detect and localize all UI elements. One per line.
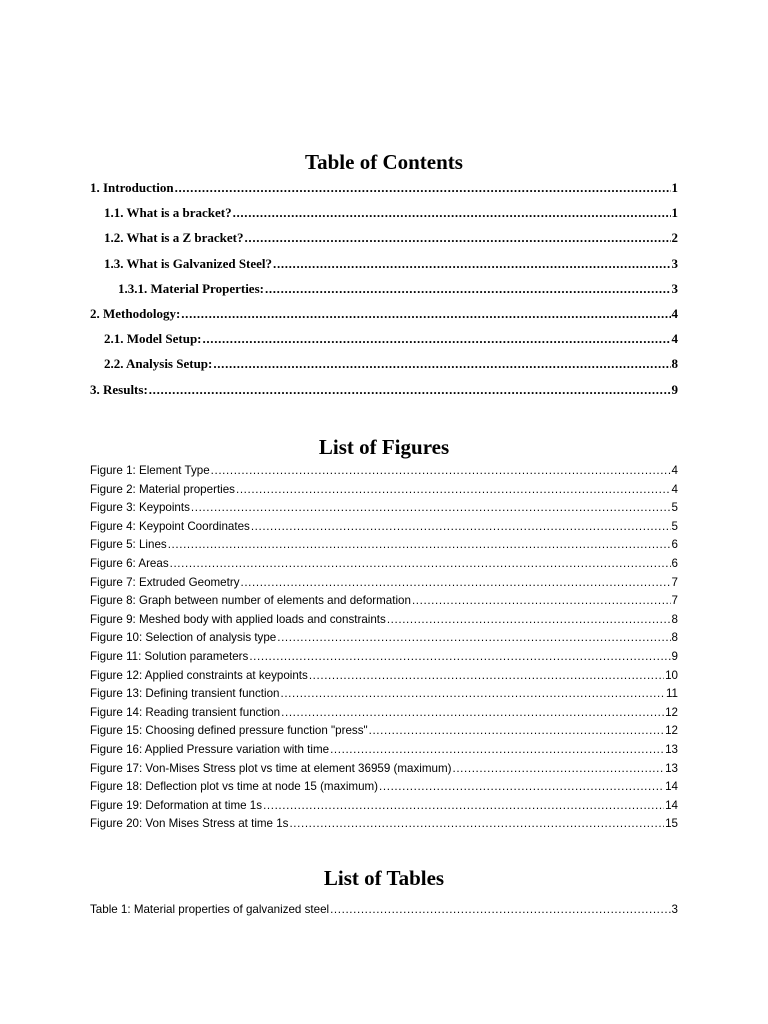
- figure-entry[interactable]: Figure 12: Applied constraints at keypoints . . . 10: [90, 667, 678, 686]
- figure-entry[interactable]: Figure 10: Selection of analysis type . . . 8: [90, 629, 678, 648]
- toc-entry[interactable]: 2. Methodology: . . . 4: [90, 301, 678, 326]
- figures-title: List of Figures: [318, 435, 450, 459]
- toc-entry[interactable]: 2.1. Model Setup: . . . 4: [90, 326, 678, 351]
- toc-list: [90, 175, 678, 402]
- table-entry[interactable]: Table 1: Material properties of galvanized steel . . . 3: [90, 901, 678, 920]
- figure-entry[interactable]: Figure 18: Deflection plot vs time at node 15 (maximum) . . . 14: [90, 778, 678, 797]
- figure-entry[interactable]: Figure 19: Deformation at time 1s . . . 14: [90, 797, 678, 816]
- tables-list: [90, 901, 678, 920]
- figure-entry[interactable]: Figure 20: Von Mises Stress at time 1s . . . 15: [90, 815, 678, 834]
- toc-entry[interactable]: 1. Introduction . . . 1: [90, 175, 678, 200]
- toc-entry[interactable]: 1.3. What is Galvanized Steel? . . . 3: [90, 251, 678, 276]
- figure-entry[interactable]: Figure 8: Graph between number of elements and deformation . . . 7: [90, 592, 678, 611]
- toc-entry[interactable]: 2.2. Analysis Setup: . . . 8: [90, 351, 678, 376]
- figure-entry[interactable]: Figure 1: Element Type . . . 4: [90, 462, 678, 481]
- tables-title: List of Tables: [323, 866, 445, 890]
- figure-entry[interactable]: Figure 7: Extruded Geometry . . . 7: [90, 574, 678, 593]
- figure-entry[interactable]: Figure 5: Lines . . . 6: [90, 536, 678, 555]
- figure-entry[interactable]: Figure 14: Reading transient function . . . 12: [90, 704, 678, 723]
- toc-title: Table of Contents: [305, 150, 463, 174]
- figure-entry[interactable]: Figure 13: Defining transient function . . . 11: [90, 685, 678, 704]
- figure-entry[interactable]: Figure 3: Keypoints . . . 5: [90, 499, 678, 518]
- figure-entry[interactable]: Figure 6: Areas . . . 6: [90, 555, 678, 574]
- toc-entry[interactable]: 1.1. What is a bracket? . . . 1: [90, 200, 678, 225]
- toc-entry[interactable]: 1.3.1. Material Properties: . . . 3: [90, 276, 678, 301]
- toc-entry[interactable]: 3. Results: . . . 9: [90, 377, 678, 402]
- figure-entry[interactable]: Figure 9: Meshed body with applied loads and constraints . . . 8: [90, 611, 678, 630]
- figure-entry[interactable]: Figure 4: Keypoint Coordinates . . . 5: [90, 518, 678, 537]
- figure-entry[interactable]: Figure 11: Solution parameters . . . 9: [90, 648, 678, 667]
- toc-entry[interactable]: 1.2. What is a Z bracket? . . . 2: [90, 225, 678, 250]
- figure-entry[interactable]: Figure 2: Material properties . . . 4: [90, 481, 678, 500]
- figure-entry[interactable]: Figure 15: Choosing defined pressure function "press" . . . 12: [90, 722, 678, 741]
- figure-entry[interactable]: Figure 17: Von-Mises Stress plot vs time at element 36959 (maximum) . . . 13: [90, 760, 678, 779]
- figures-list: [90, 462, 678, 834]
- figure-entry[interactable]: Figure 16: Applied Pressure variation with time . . . 13: [90, 741, 678, 760]
